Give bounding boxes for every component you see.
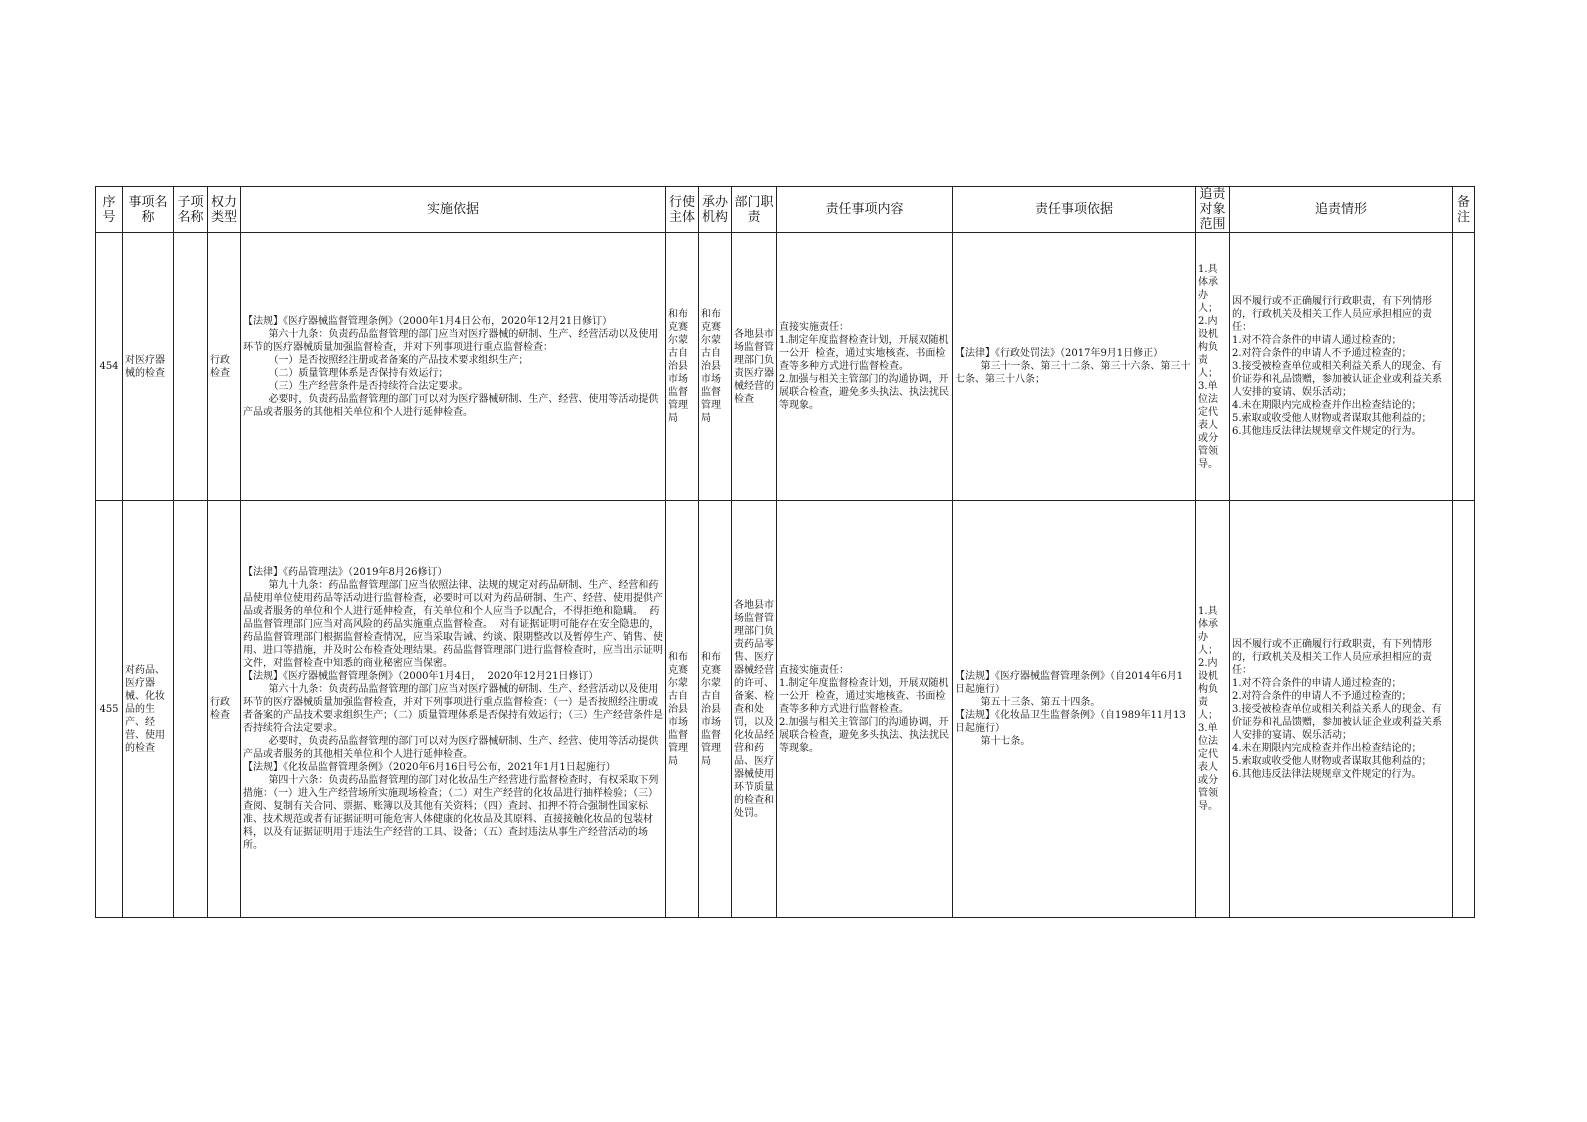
row-remark <box>1453 233 1475 501</box>
row-remark <box>1453 501 1475 918</box>
header-row <box>96 187 1475 233</box>
header-content: 责任事项内容 <box>777 187 953 233</box>
header-basis: 实施依据 <box>241 187 666 233</box>
row-duty: 各地县市场监督管理部门负责药品零售、医疗器械经营的许可、备案、检查和处罚，以及化妆品经营和药品、医疗器械使用环节质量的检查和处罚。 <box>732 501 777 918</box>
row-content: 直接实施责任： 1.制定年度监督检查计划，开展双随机一公开 检查，通过实地核查、书面检查等多种方式进行监督检查。 2.加强与相关主管部门的沟通协调，开展联合检查，避免多头执法、执法扰民等现象。 <box>777 233 953 501</box>
header-subject: 行使主体 <box>666 187 699 233</box>
table-row <box>96 233 1475 501</box>
row-target: 1.具体承办人； 2.内设机构负责人； 3.单位法定代表人或分管领导。 <box>1196 233 1230 501</box>
row-sub <box>174 501 208 918</box>
header-duty-basis: 责任事项依据 <box>953 187 1196 233</box>
header-org: 承办机构 <box>699 187 732 233</box>
row-situation: 因不履行或不正确履行行政职责，有下列情形的，行政机关及相关工作人员应承担相应的责任： 1.对不符合条件的申请人通过检查的； 2.对符合条件的申请人不予通过检查的； 3.接受被检查单位或相关利益关系人的现金、有价证券和礼品馈赠，参加被认证企业或利益关系人安排的宴请、娱乐活动； 4.未在期限内完成检查并作出检查结论的； 5.索取或收受他人财物或者谋取其他利益的； 6.其他违反法律法规规章文件规定的行为。 <box>1230 233 1453 501</box>
row-name: 对药品、医疗器械、化妆品的生产、经营、使用的检查 <box>123 501 174 918</box>
row-type: 行政检查 <box>208 501 241 918</box>
row-no: 454 <box>96 233 123 501</box>
table-row <box>96 501 1475 918</box>
row-situation: 因不履行或不正确履行行政职责，有下列情形的，行政机关及相关工作人员应承担相应的责任： 1.对不符合条件的申请人通过检查的； 2.对符合条件的申请人不予通过检查的； 3.接受被检查单位或相关利益关系人的现金、有价证券和礼品馈赠，参加被认证企业或利益关系人安排的宴请、娱乐活动； 4.未在期限内完成检查并作出检查结论的； 5.索取或收受他人财物或者谋取其他利益的； 6.其他违反法律法规规章文件规定的行为。 <box>1230 501 1453 918</box>
row-content: 直接实施责任： 1.制定年度监督检查计划，开展双随机一公开 检查，通过实地核查、书面检查等多种方式进行监督检查。 2.加强与相关主管部门的沟通协调，开展联合检查，避免多头执法、执法扰民等现象。 <box>777 501 953 918</box>
header-sub: 子项名称 <box>174 187 208 233</box>
row-basis: 【法律】《药品管理法》（2019年8月26修订） 第九十九条：药品监督管理部门应当依照法律、法规的规定对药品研制、生产、经营和药品使用单位使用药品等活动进行监督检查，必要时可以对为药品研制、生产、经营、使用提供产品或者服务的单位和个人进行延伸检查，有关单位和个人应当予以配合，不得拒绝和隐瞒。 药品监督管理部门应当对高风险的药品实施重点监督检查。 对有证据证明可能存在安全隐患的，药品监督管理部门根据监督检查情况，应当采取告诫、约谈、限期整改以及暂停生产、销售、使用、进口等措施，并及时公布检查处理结果。药品监督管理部门进行监督检查时，应当出示证明文件，对监督检查中知悉的商业秘密应当保密。 【法规】《医疗器械监督管理条例》（2000年1月4日， 2020年12月21日修订） 第六十九条：负责药品监督管理的部门应当对医疗器械的研制、生产、经营活动以及使用环节的医疗器械质量加强监督检查，并对下列事项进行重点监督检查：（一）是否按照经注册或者备案的产品技术要求组织生产；（二）质量管理体系是否保持有效运行；（三）生产经营条件是否持续符合法定要求。 必要时，负责药品监督管理的部门可以对为医疗器械研制、生产、经营、使用等活动提供产品或者服务的其他相关单位和个人进行延伸检查。 【法规】《化妆品监督管理条例》（2020年6月16日号公布，2021年1月1日起施行） 第四十六条：负责药品监督管理的部门对化妆品生产经营进行监督检查时，有权采取下列措施：（一）进入生产经营场所实施现场检查；（二）对生产经营的化妆品进行抽样检验；（三）查阅、复制有关合同、票据、账簿以及其他有关资料；（四）查封、扣押不符合强制性国家标准、技术规范或者有证据证明可能危害人体健康的化妆品及其原料、直接接触化妆品的包装材料，以及有证据证明用于违法生产经营的工具、设备；（五）查封违法从事生产经营活动的场所。 <box>241 501 666 918</box>
responsibility-table <box>95 186 1475 918</box>
row-sub <box>174 233 208 501</box>
row-duty-basis: 【法规】《医疗器械监督管理条例》（自2014年6月1日起施行） 第五十三条、第五十四条。 【法规】《化妆品卫生监督条例》（自1989年11月13日起施行） 第十七条。 <box>953 501 1196 918</box>
row-no: 455 <box>96 501 123 918</box>
row-duty-basis: 【法律】《行政处罚法》（2017年9月1日修正） 第三十一条、第三十二条、第三十六条、第三十七条、第三十八条； <box>953 233 1196 501</box>
row-name: 对医疗器械的检查 <box>123 233 174 501</box>
row-org: 和布克赛尔蒙古自治县市场监督管理局 <box>699 233 732 501</box>
row-basis: 【法规】《医疗器械监督管理条例》（2000年1月4日公布，2020年12月21日修订） 第六十九条：负责药品监督管理的部门应当对医疗器械的研制、生产、经营活动以及使用环节的医疗器械质量加强监督检查，并对下列事项进行重点监督检查： （一）是否按照经注册或者备案的产品技术要求组织生产； （二）质量管理体系是否保持有效运行； （三）生产经营条件是否持续符合法定要求。 必要时，负责药品监督管理的部门可以对为医疗器械研制、生产、经营、使用等活动提供产品或者服务的其他相关单位和个人进行延伸检查。 <box>241 233 666 501</box>
header-situation: 追责情形 <box>1230 187 1453 233</box>
header-no: 序号 <box>96 187 123 233</box>
row-type: 行政检查 <box>208 233 241 501</box>
header-name: 事项名称 <box>123 187 174 233</box>
header-duty: 部门职责 <box>732 187 777 233</box>
header-type: 权力类型 <box>208 187 241 233</box>
row-subject: 和布克赛尔蒙古自治县市场监督管理局 <box>666 501 699 918</box>
row-duty: 各地县市场监督管理部门负责医疗器械经营的检查 <box>732 233 777 501</box>
row-target: 1.具体承办人； 2.内设机构负责人； 3.单位法定代表人或分管领导。 <box>1196 501 1230 918</box>
row-subject: 和布克赛尔蒙古自治县市场监督管理局 <box>666 233 699 501</box>
header-target: 追责对象范围 <box>1196 187 1230 233</box>
row-org: 和布克赛尔蒙古自治县市场监督管理局 <box>699 501 732 918</box>
header-remark: 备注 <box>1453 187 1475 233</box>
